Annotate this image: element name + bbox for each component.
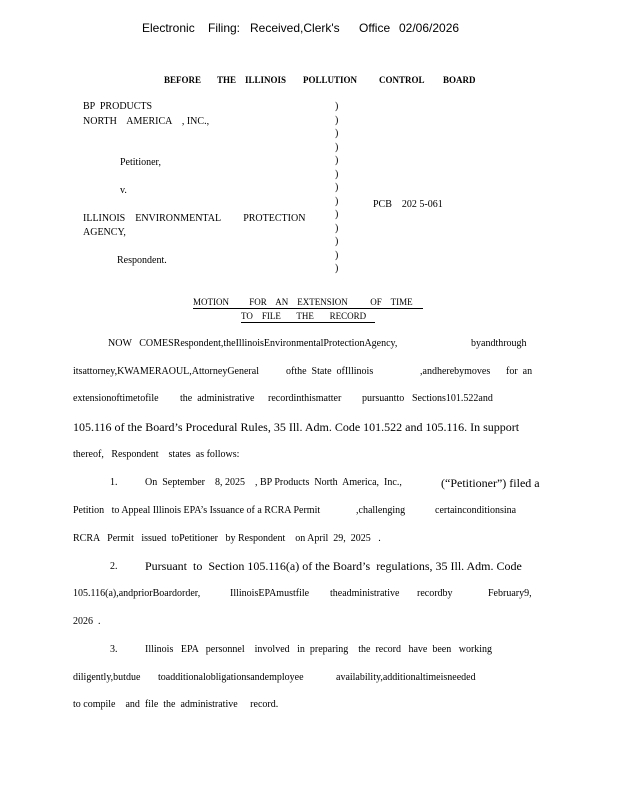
board-heading-word: BEFORE bbox=[164, 75, 202, 85]
body-text: theadministrative bbox=[330, 588, 400, 599]
body-text: the administrative bbox=[180, 393, 255, 404]
versus: v. bbox=[120, 185, 127, 196]
paragraph-number: 3. bbox=[110, 644, 118, 655]
body-text: byandthrough bbox=[471, 338, 527, 349]
filing-received: Received,Clerk's bbox=[250, 21, 340, 35]
respondent-name-line2: AGENCY, bbox=[83, 227, 126, 238]
body-text: ofthe State ofIllinois bbox=[286, 366, 374, 377]
paragraph-number: 1. bbox=[110, 477, 118, 488]
body-text: diligently,butdue bbox=[73, 672, 141, 683]
respondent-name-line1: ILLINOIS ENVIRONMENTAL PROTECTION bbox=[83, 213, 306, 224]
body-text: extensionoftimetofile bbox=[73, 393, 159, 404]
body-text: ,andherebymoves bbox=[420, 366, 491, 377]
petitioner-role: Petitioner, bbox=[120, 157, 161, 168]
body-text: 2026 . bbox=[73, 616, 101, 627]
body-text: (“Petitioner”) filed a bbox=[441, 476, 540, 490]
body-text: recordby bbox=[417, 588, 453, 599]
body-text: IllinoisEPAmustfile bbox=[230, 588, 310, 599]
petitioner-name-line2: NORTH AMERICA , INC., bbox=[83, 116, 210, 127]
body-text: for an bbox=[506, 366, 533, 377]
body-text: NOW COMESRespondent,theIllinoisEnvironmentalProtectionAgency, bbox=[108, 338, 398, 349]
filing-electronic: Electronic bbox=[142, 21, 195, 35]
body-text: pursuantto bbox=[362, 393, 405, 404]
motion-title-line2: TO FILE THE RECORD bbox=[241, 311, 367, 321]
body-text: availability,additionaltimeisneeded bbox=[336, 672, 476, 683]
filing-label: Filing: bbox=[208, 21, 241, 35]
body-text: toadditionalobligationsandemployee bbox=[158, 672, 304, 683]
motion-title-line1: MOTION FOR AN EXTENSION OF TIME bbox=[193, 297, 413, 307]
body-text: RCRA Permit issued toPetitioner by Respondent on April 29, 2025 . bbox=[73, 533, 381, 544]
title-underline bbox=[241, 322, 375, 323]
body-text: thereof, Respondent states as follows: bbox=[73, 449, 240, 460]
body-text: certainconditionsina bbox=[435, 505, 517, 516]
body-text: 105.116 of the Board’s Procedural Rules, 35 Ill. Adm. Code 101.522 and 105.116. In support bbox=[73, 420, 520, 434]
body-text: Pursuant to Section 105.116(a) of the Board’s regulations, 35 Ill. Adm. Code bbox=[145, 559, 522, 573]
board-heading-word: CONTROL bbox=[379, 75, 425, 85]
board-heading-word: BOARD bbox=[443, 75, 476, 85]
body-text: Petition to Appeal Illinois EPA’s Issuance of a RCRA Permit bbox=[73, 505, 321, 516]
body-text: February9, bbox=[488, 588, 532, 599]
board-heading-word: POLLUTION bbox=[303, 75, 358, 85]
title-underline bbox=[193, 308, 423, 309]
body-text: recordinthismatter bbox=[268, 393, 342, 404]
petitioner-name-line1: BP PRODUCTS bbox=[83, 101, 153, 112]
case-number: PCB 202 5-061 bbox=[373, 199, 443, 210]
respondent-role: Respondent. bbox=[117, 255, 167, 266]
body-text: On September 8, 2025 , BP Products North America, Inc., bbox=[145, 477, 402, 488]
body-text: to compile and file the administrative record. bbox=[73, 699, 279, 710]
board-heading-word: THE bbox=[217, 75, 237, 85]
body-text: ,challenging bbox=[356, 505, 406, 516]
body-text: Sections101.522and bbox=[412, 393, 493, 404]
body-text: itsattorney,KWAMERAOUL,AttorneyGeneral bbox=[73, 366, 259, 377]
body-text: 105.116(a),andpriorBoardorder, bbox=[73, 588, 201, 599]
paragraph-number: 2. bbox=[110, 561, 118, 572]
caption-parentheses: ) ) ) ) ) ) ) ) ) ) ) ) ) bbox=[335, 101, 339, 274]
body-text: Illinois EPA personnel involved in preparing the record have been working bbox=[145, 644, 493, 655]
board-heading-word: ILLINOIS bbox=[245, 75, 287, 85]
filing-date: 02/06/2026 bbox=[399, 21, 460, 35]
filing-office: Office bbox=[359, 21, 391, 35]
